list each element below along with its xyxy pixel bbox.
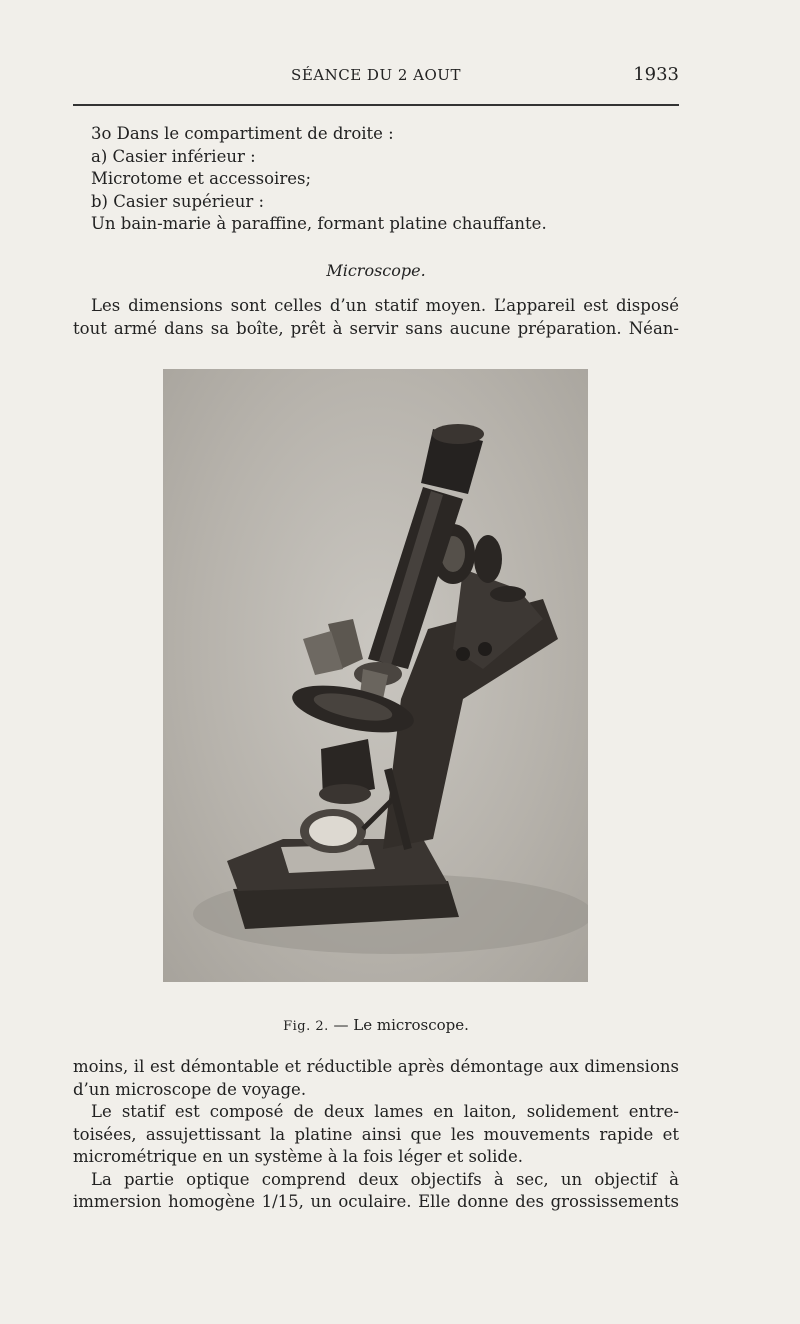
list-item: Un bain-marie à paraffine, formant platine chauffante.: [91, 214, 547, 233]
microscope-photo: [163, 369, 588, 982]
page-number: 1933: [633, 64, 679, 85]
paragraph-line: Les dimensions sont celles d’un statif moyen. L’appareil est disposé: [91, 296, 679, 315]
list-item: Microtome et accessoires;: [91, 169, 312, 188]
figure-label: Fig. 2.: [283, 1019, 329, 1034]
paragraph-line: toisées, assujettissant la platine ainsi que les mouvements rapide et: [73, 1124, 679, 1144]
paragraph-body: [73, 1056, 679, 1214]
paragraph-line: moins, il est démontable et réductible après démontage aux dimensions: [73, 1057, 679, 1076]
header-rule: [73, 104, 679, 106]
paragraph-line: Le statif est composé de deux lames en laiton, solidement entre-: [91, 1102, 679, 1121]
paragraph-line: d’un microscope de voyage.: [73, 1079, 307, 1099]
paragraph-intro: [73, 295, 679, 340]
paragraph-line: La partie optique comprend deux objectifs à sec, un objectif à: [91, 1169, 679, 1189]
compartment-list: [73, 123, 679, 236]
figure-caption-text: — Le microscope.: [328, 1016, 469, 1034]
running-title: SÉANCE DU 2 AOUT: [291, 66, 461, 84]
list-item: b) Casier supérieur :: [91, 191, 265, 211]
paragraph-line: immersion homogène 1/15, un oculaire. Elle donne des grossissements: [73, 1192, 679, 1211]
microscope-image: [163, 369, 588, 982]
list-item: a) Casier inférieur :: [91, 146, 256, 166]
paragraph-line: tout armé dans sa boîte, prêt à servir sans aucune préparation. Néan-: [73, 318, 679, 338]
list-item: 3o Dans le compartiment de droite :: [91, 124, 394, 143]
page-header: [73, 64, 679, 88]
section-heading: Microscope.: [326, 261, 426, 280]
paragraph-line: micrométrique en un système à la fois léger et solide.: [73, 1147, 523, 1166]
figure-caption: [73, 1016, 679, 1034]
